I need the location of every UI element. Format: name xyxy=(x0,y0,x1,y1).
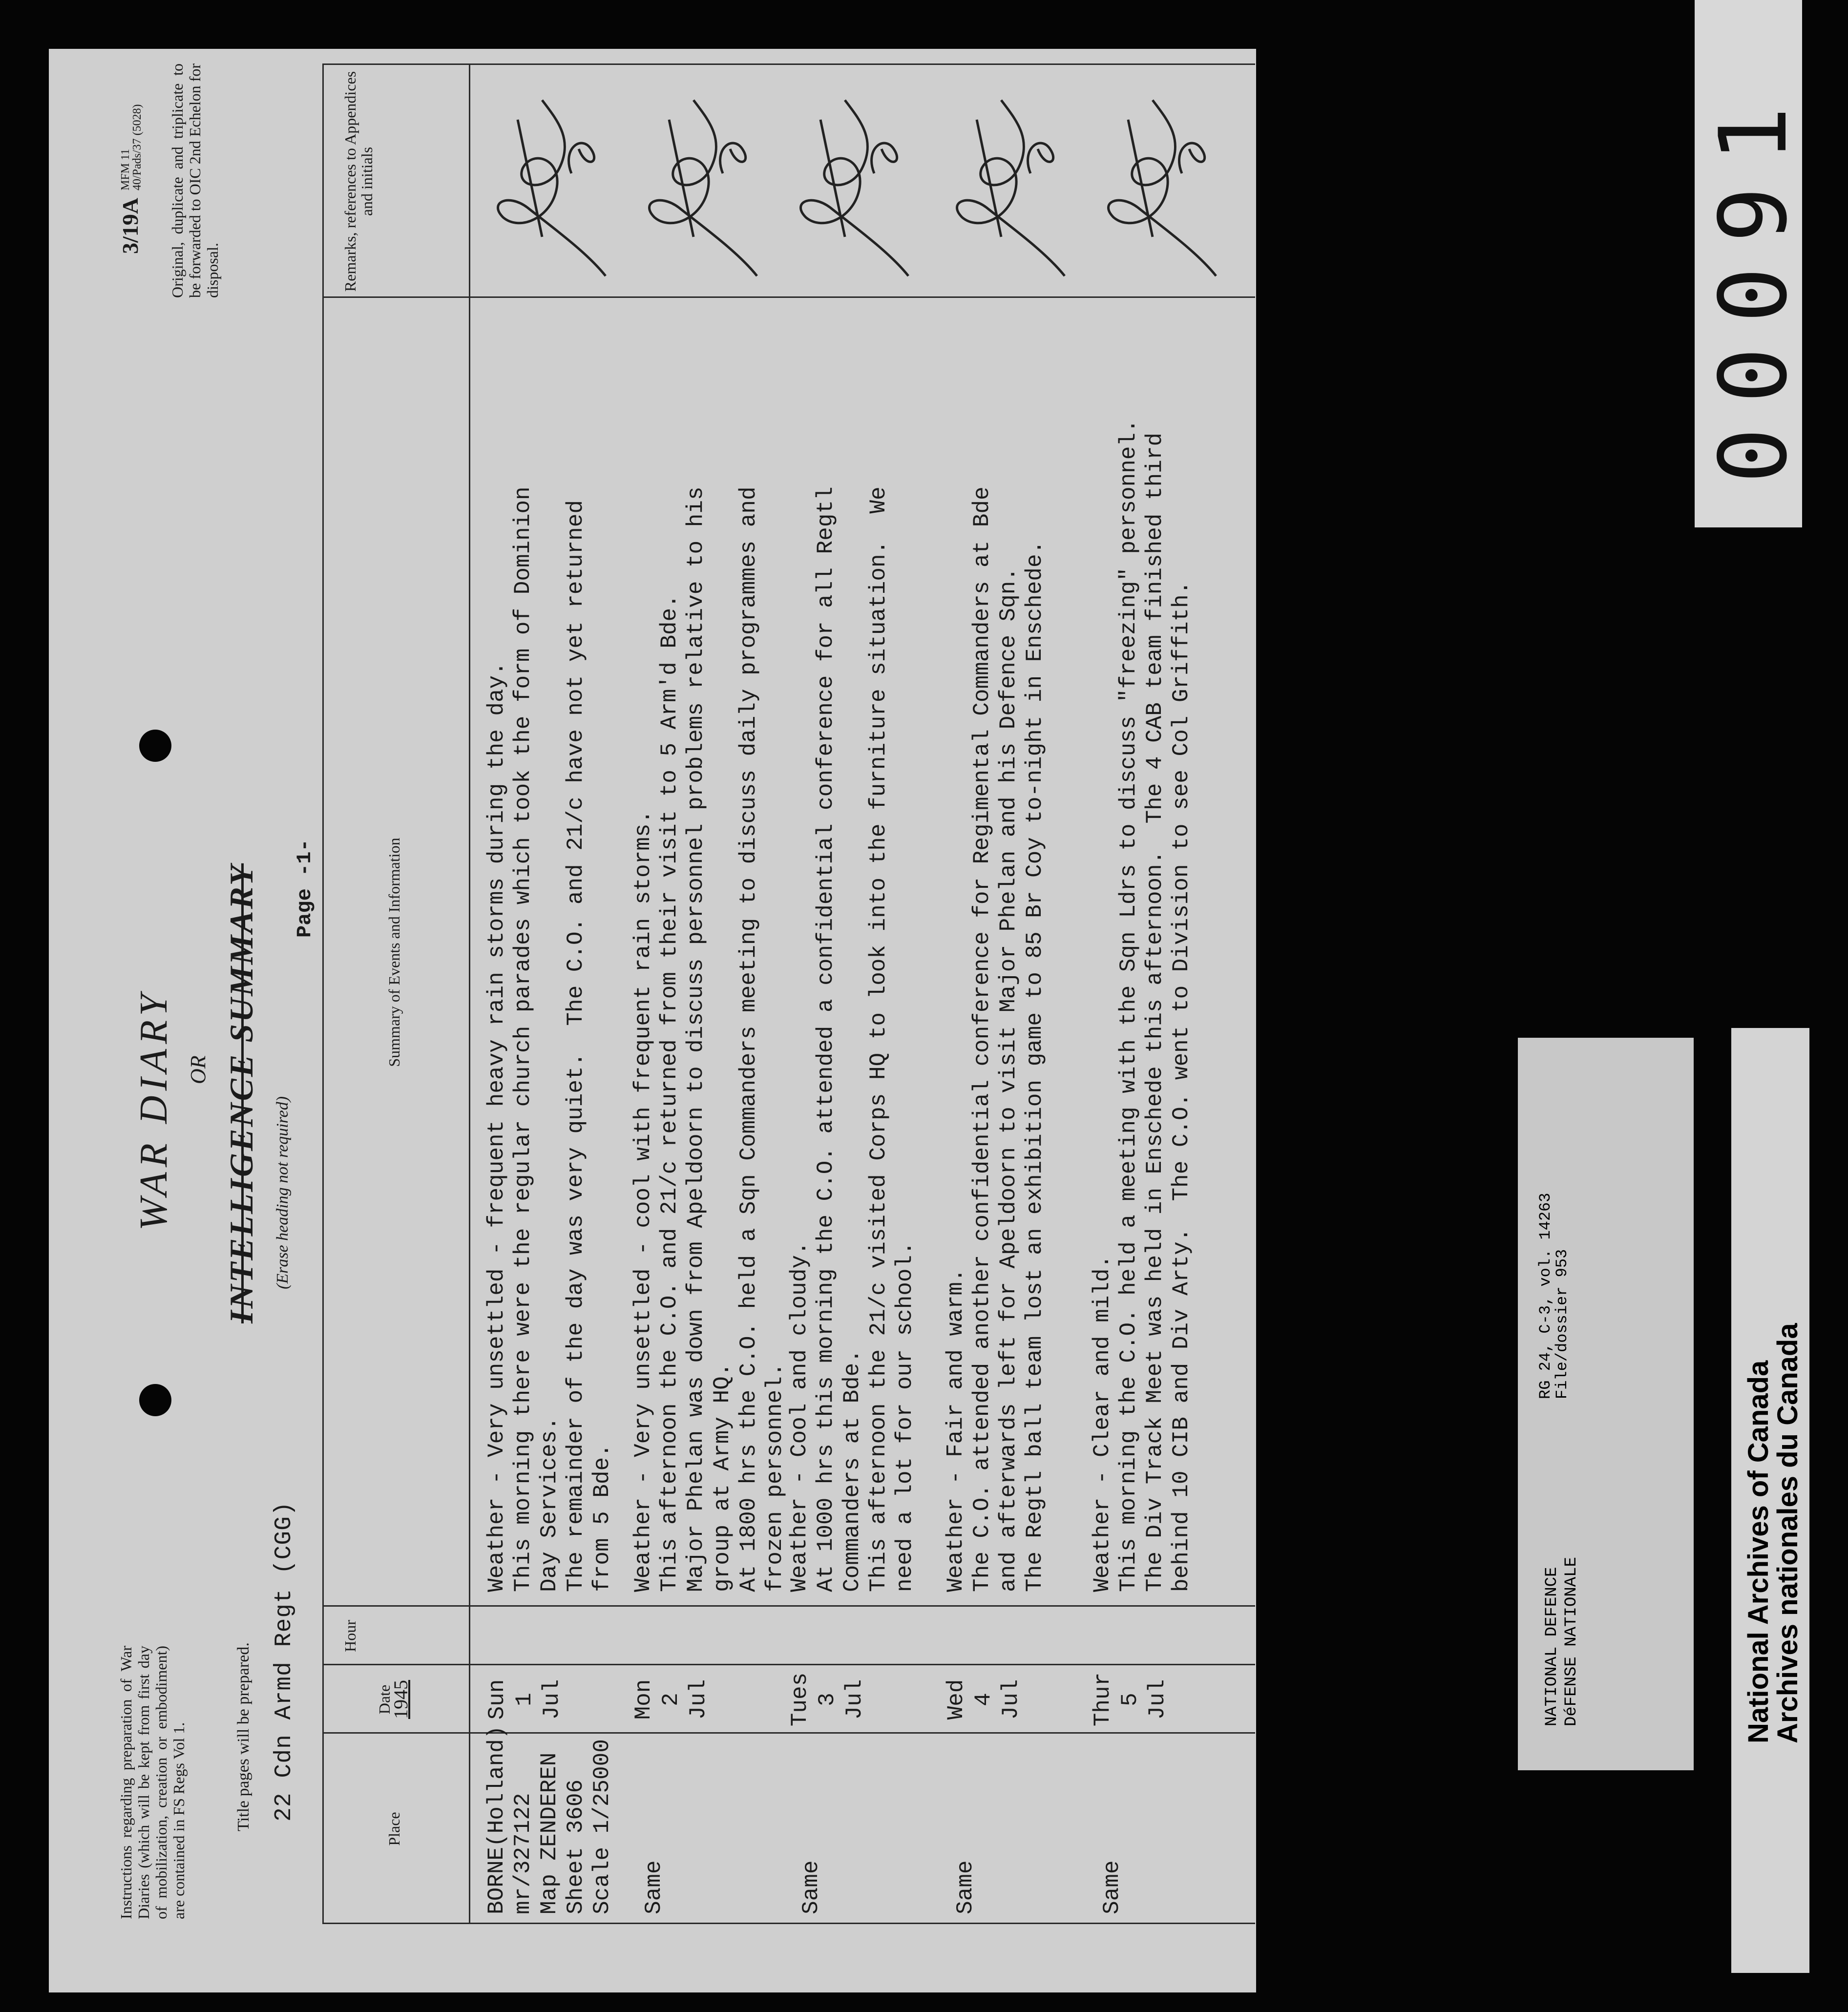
frame-number-strip-inner xyxy=(1695,0,1807,527)
national-archives-label xyxy=(1731,1028,1809,1973)
national-archives-fr: Archives nationales du Canada xyxy=(1772,1323,1804,1743)
war-diary-page xyxy=(49,49,1256,1992)
place-header: Place xyxy=(385,1812,403,1846)
frame-number: 00091 xyxy=(1700,82,1807,483)
war-diary-form xyxy=(49,49,1256,1992)
summary-cell: Weather - Clear and mild. This morning the C.O. held a meeting with the Sqn Ldrs to discuss "freezing" personnel. The Div Track Meet was held in Enschede this afternoon. The 4 CAB team finished third behind 10 CIB and Div Arty. The C.O. went to Division to see Col Griffith. xyxy=(1090,419,1194,1592)
form-code: 3/19A xyxy=(118,198,143,254)
or-text: OR xyxy=(186,1055,210,1084)
form-ref-line-2: 40/Pads/37 (5028) xyxy=(131,104,144,190)
file-dossier-line: File/dossier 953 xyxy=(1553,1249,1571,1399)
routing-note: Original, duplicate and triplicate to be forwarded to OIC 2nd Echelon for disposal. xyxy=(168,63,221,298)
table-header-rule xyxy=(469,63,470,1924)
summary-cell: Weather - Very unsettled - cool with frequent rain storms. This afternoon the C.O. and 21/c returned from their visit to 5 Arm'd Bde. Major Phelan was down from Apeldoorn to discuss personnel problems relative to his group at Army HQ. At 1800 hrs the C.O. held a Sqn Commanders meeting to discuss daily programmes and frozen personnel. xyxy=(630,486,788,1592)
summary-header: Summary of Events and Information xyxy=(385,838,403,1067)
summary-cell: Weather - Cool and cloudy. At 1000 hrs this morning the C.O. attended a confidential conference for all Regtl Commanders at Bde. This afternoon the 21/c visited Corps HQ to look into the furniture situation. We need a lot for our school. xyxy=(787,486,918,1592)
summary-cell: Weather - Very unsettled - frequent heavy rain storms during the day. This morning there were the regular church parades which took the form of Dominion Day Services. The remainder of the day was very quiet. The C.O. and 21/c have not yet returned from 5 Bde. xyxy=(484,486,615,1592)
day-label: Thur xyxy=(1090,1672,1115,1727)
instructions-text: Instructions regarding preparation of War Diaries (which will be kept from first day of mobilization, creation or embodiment) are contained in FS Regs Vol 1. xyxy=(117,1646,188,1919)
day-label: Mon xyxy=(631,1679,656,1720)
date-cell xyxy=(483,1670,566,1729)
form-ref-line-1: MFM 11 xyxy=(119,148,132,190)
date-cell xyxy=(943,1670,1025,1729)
place-cell: BORNE(Holland) mr/327122 Map ZENDEREN Sheet 3606 Scale 1/25000 xyxy=(484,1725,615,1914)
record-group-line: RG 24, C-3, vol. 14263 xyxy=(1536,1193,1554,1399)
national-archives-en: National Archives of Canada xyxy=(1743,1360,1774,1743)
intelligence-summary-title: INTELLIGENCE SUMMARY xyxy=(223,863,260,1323)
national-defence-label-inner xyxy=(1518,1038,1694,1770)
national-defence-line-en: NATIONAL DEFENCE xyxy=(1543,1567,1561,1726)
handwritten-initials xyxy=(933,66,1079,295)
handwritten-initials xyxy=(474,66,620,295)
national-defence-line-fr: DéFENSE NATIONALE xyxy=(1562,1557,1581,1726)
remarks-header: Remarks, references to Appendices and initials xyxy=(341,71,376,292)
date-label: 1 Jul xyxy=(512,1679,565,1720)
erase-heading-note: (Erase heading not required) xyxy=(273,1096,292,1289)
date-cell xyxy=(786,1670,868,1729)
diary-table xyxy=(322,63,1255,1924)
handwritten-initials xyxy=(625,66,772,295)
national-archives-label-inner xyxy=(1731,1028,1809,1973)
day-label: Sun xyxy=(484,1679,510,1720)
handwritten-initials xyxy=(1084,66,1231,295)
place-cell: Same xyxy=(798,1860,824,1914)
hour-column-rule xyxy=(322,1605,1255,1607)
day-label: Tues xyxy=(787,1672,813,1727)
summary-cell: Weather - Fair and warm. The C.O. attended another confidential conference for Regimental Commanders at Bde and afterwards left for Apeldoorn to visit Major Phelan and his Defence Sqn. The Regtl ball team lost an exhibition game to 85 Br Coy to-night in Enschede. xyxy=(943,486,1048,1592)
date-label: 4 Jul xyxy=(971,1679,1024,1720)
national-defence-label xyxy=(1518,1038,1694,1770)
punch-hole-left xyxy=(139,1384,171,1416)
national-defence-text xyxy=(1542,1557,1581,1726)
punch-hole-right xyxy=(139,730,171,762)
date-header-label: Date xyxy=(376,1684,393,1715)
summary-column-rule xyxy=(322,296,1255,298)
table-left-border xyxy=(322,1923,1255,1924)
record-group-reference xyxy=(1537,1193,1571,1399)
date-label: 2 Jul xyxy=(658,1679,711,1720)
year-header: 1945 xyxy=(390,1680,412,1719)
frame-number-strip xyxy=(1695,0,1807,527)
date-column-rule xyxy=(322,1664,1255,1665)
date-cell xyxy=(1089,1670,1171,1729)
handwritten-initials xyxy=(777,66,923,295)
place-cell: Same xyxy=(953,1860,978,1914)
day-label: Wed xyxy=(944,1679,969,1720)
title-pages-note: Title pages will be prepared. xyxy=(234,1642,252,1831)
place-column-rule xyxy=(322,1732,1255,1734)
date-header xyxy=(376,1665,412,1734)
place-cell: Same xyxy=(641,1860,667,1914)
date-label: 5 Jul xyxy=(1117,1679,1170,1720)
unit-name: 22 Cdn Armd Regt (CGG) xyxy=(271,1501,297,1822)
form-reference xyxy=(120,104,143,190)
hour-header: Hour xyxy=(341,1620,359,1652)
page-number: Page -1- xyxy=(293,839,316,938)
page-title: WAR DIARY xyxy=(132,989,175,1231)
table-right-border xyxy=(322,63,1255,65)
date-label: 3 Jul xyxy=(815,1679,867,1720)
place-cell: Same xyxy=(1099,1860,1125,1914)
table-top-rule xyxy=(322,63,324,1924)
date-cell xyxy=(630,1670,712,1729)
